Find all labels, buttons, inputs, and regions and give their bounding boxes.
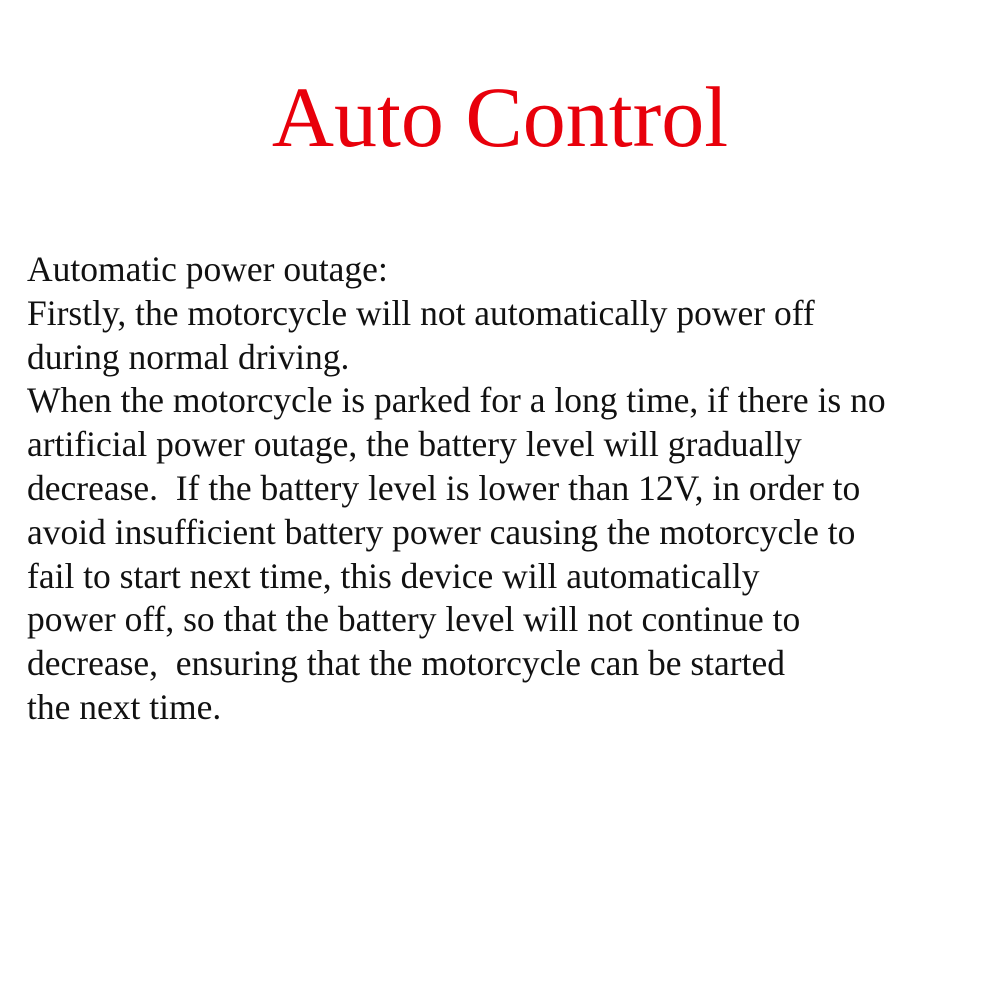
text-line: decrease, ensuring that the motorcycle can be started [27,643,785,684]
text-line: power off, so that the battery level will not continue to [27,599,801,640]
section-heading: Automatic power outage: [27,249,388,289]
text-line: during normal driving. [27,336,350,377]
text-line: decrease. If the battery level is lower than 12V, in order to [27,467,861,508]
text-line: artificial power outage, the battery level will gradually [27,424,802,465]
text-line: Firstly, the motorcycle will not automatically power off [27,292,815,333]
text-line: When the motorcycle is parked for a long time, if there is no [27,380,886,421]
text-line: fail to start next time, this device will automatically [27,555,760,596]
page-title: Auto Control [271,69,729,165]
description-text [27,248,886,730]
text-line: the next time. [27,686,222,727]
text-line: avoid insufficient battery power causing the motorcycle to [27,511,856,552]
